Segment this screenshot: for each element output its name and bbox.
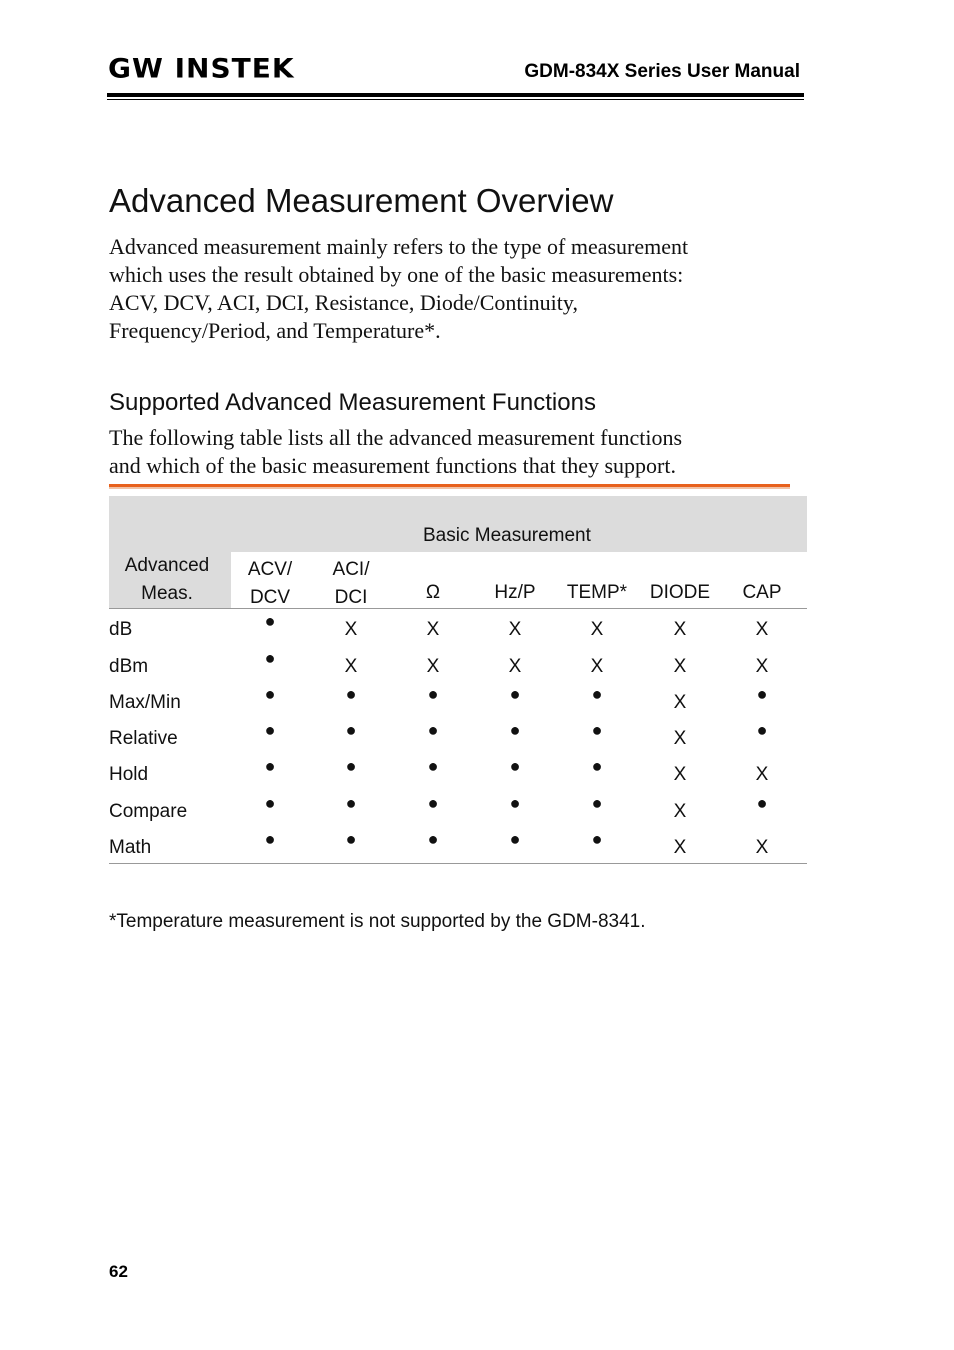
desc-line: The following table lists all the advanced measurement functions <box>109 425 683 450</box>
unsupported-mark: X <box>426 619 440 640</box>
row-label: Relative <box>109 728 178 749</box>
column-header-line: DCV <box>249 587 291 608</box>
supported-dot: ● <box>591 829 603 849</box>
column-header <box>639 579 721 607</box>
column-header-line: TEMP* <box>566 582 628 603</box>
supported-dot: ● <box>264 648 276 668</box>
supported-dot: ● <box>427 756 439 776</box>
column-header-line: DIODE <box>649 582 711 603</box>
header-divider <box>109 608 807 609</box>
supported-dot: ● <box>591 684 603 704</box>
intro-line: Advanced measurement mainly refers to the type of measurement <box>109 234 689 259</box>
unsupported-mark: X <box>755 764 769 785</box>
supported-dot: ● <box>345 684 357 704</box>
section-title: Advanced Measurement Overview <box>109 182 614 219</box>
subsection-title: Supported Advanced Measurement Functions <box>109 389 596 416</box>
supported-dot: ● <box>264 756 276 776</box>
unsupported-mark: X <box>755 656 769 677</box>
unsupported-mark: X <box>344 619 358 640</box>
row-label: Hold <box>109 764 149 785</box>
page-number: 62 <box>109 1262 128 1281</box>
unsupported-mark: X <box>426 656 440 677</box>
supported-dot: ● <box>427 793 439 813</box>
supported-dot: ● <box>509 793 521 813</box>
supported-dot: ● <box>345 829 357 849</box>
unsupported-mark: X <box>590 619 604 640</box>
supported-dot: ● <box>427 829 439 849</box>
table-bottom-rule <box>109 863 807 864</box>
supported-dot: ● <box>264 720 276 740</box>
supported-dot: ● <box>591 756 603 776</box>
supported-dot: ● <box>509 829 521 849</box>
supported-dot: ● <box>264 684 276 704</box>
supported-dot: ● <box>345 793 357 813</box>
advanced-meas-header-line: Meas. <box>141 583 193 604</box>
subsection-description <box>109 424 799 480</box>
header-rule <box>107 93 804 97</box>
unsupported-mark: X <box>673 692 687 713</box>
basic-measurement-header: Basic Measurement <box>423 525 591 546</box>
column-header-line: CAP <box>742 582 782 603</box>
supported-dot: ● <box>264 793 276 813</box>
unsupported-mark: X <box>673 801 687 822</box>
row-label: Max/Min <box>109 692 181 713</box>
intro-line: Frequency/Period, and Temperature*. <box>109 318 441 343</box>
column-header <box>556 579 638 607</box>
unsupported-mark: X <box>673 764 687 785</box>
column-header-line: Hz/P <box>494 582 536 603</box>
unsupported-mark: X <box>508 656 522 677</box>
unsupported-mark: X <box>673 837 687 858</box>
supported-dot: ● <box>756 684 768 704</box>
supported-dot: ● <box>756 720 768 740</box>
supported-dot: ● <box>756 793 768 813</box>
advanced-meas-header-line: Advanced <box>124 555 210 576</box>
unsupported-mark: X <box>755 837 769 858</box>
unsupported-mark: X <box>755 619 769 640</box>
supported-dot: ● <box>345 720 357 740</box>
unsupported-mark: X <box>673 656 687 677</box>
row-label: Compare <box>109 801 188 822</box>
column-header <box>721 579 803 607</box>
desc-line: and which of the basic measurement functions that they support. <box>109 453 676 478</box>
supported-dot: ● <box>345 756 357 776</box>
supported-dot: ● <box>509 720 521 740</box>
column-header <box>392 579 474 607</box>
supported-dot: ● <box>591 720 603 740</box>
header-rule-thin <box>107 99 804 100</box>
column-header <box>310 556 392 612</box>
advanced-meas-header <box>109 552 225 608</box>
unsupported-mark: X <box>673 728 687 749</box>
column-header <box>229 556 311 612</box>
supported-dot: ● <box>591 793 603 813</box>
column-header-line: ACI/ <box>332 559 370 580</box>
row-label: dBm <box>109 656 149 677</box>
column-header-line: Ω <box>425 582 441 603</box>
supported-dot: ● <box>427 684 439 704</box>
supported-dot: ● <box>427 720 439 740</box>
support-table <box>109 496 807 866</box>
unsupported-mark: X <box>508 619 522 640</box>
supported-dot: ● <box>264 829 276 849</box>
row-label: dB <box>109 619 133 640</box>
manual-title: GDM-834X Series User Manual <box>524 61 800 82</box>
intro-line: ACV, DCV, ACI, DCI, Resistance, Diode/Continuity, <box>109 290 578 315</box>
row-label: Math <box>109 837 152 858</box>
unsupported-mark: X <box>590 656 604 677</box>
unsupported-mark: X <box>673 619 687 640</box>
intro-paragraph <box>109 233 799 345</box>
column-header <box>474 579 556 607</box>
unsupported-mark: X <box>344 656 358 677</box>
supported-dot: ● <box>509 684 521 704</box>
intro-line: which uses the result obtained by one of the basic measurements: <box>109 262 684 287</box>
accent-rule-shadow <box>109 487 790 489</box>
supported-dot: ● <box>509 756 521 776</box>
column-header-line: DCI <box>334 587 368 608</box>
footnote: *Temperature measurement is not supported by the GDM-8341. <box>109 911 646 932</box>
column-header-line: ACV/ <box>247 559 293 580</box>
brand-logo: GW INSTEK <box>108 52 295 85</box>
supported-dot: ● <box>264 611 276 631</box>
